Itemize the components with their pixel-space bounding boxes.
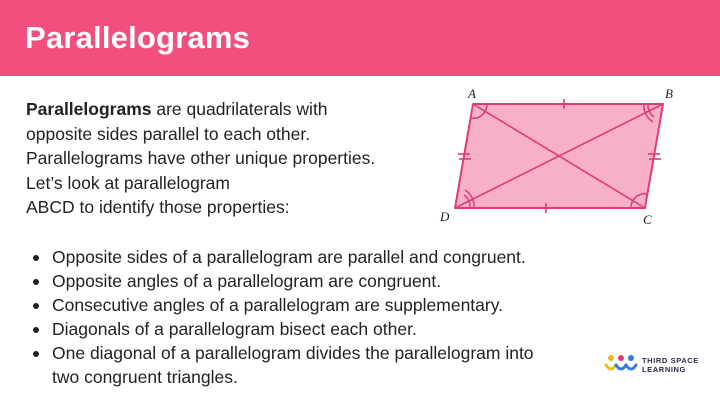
logo-mark-icon (604, 353, 638, 377)
intro-paragraph (26, 97, 426, 220)
intro-bold-term: Parallelograms (26, 99, 152, 119)
intro-line-1-rest: are quadrilaterals with (151, 99, 328, 119)
parallelogram-diagram (436, 84, 696, 230)
properties-list (30, 245, 620, 389)
property-item-line-2: two congruent triangles. (52, 367, 238, 387)
vertex-label-b: B (665, 86, 673, 101)
property-item: Diagonals of a parallelogram bisect each other. (30, 317, 620, 341)
vertex-label-d: D (440, 209, 450, 224)
property-item: Opposite sides of a parallelogram are parallel and congruent. (30, 245, 620, 269)
intro-line-1 (26, 97, 426, 122)
property-item: Consecutive angles of a parallelogram are supplementary. (30, 293, 620, 317)
intro-line-5: ABCD to identify those properties: (26, 197, 290, 217)
vertex-label-c: C (643, 212, 652, 227)
property-item-line-1: One diagonal of a parallelogram divides the parallelogram into (52, 343, 534, 363)
logo-line-2: LEARNING (642, 365, 686, 374)
title-banner (0, 0, 720, 76)
intro-line-3: Parallelograms have other unique properties. (26, 148, 376, 168)
logo-line-1: THIRD SPACE (642, 356, 699, 365)
third-space-learning-logo (604, 351, 704, 379)
property-item: Opposite angles of a parallelogram are congruent. (30, 269, 620, 293)
page-title: Parallelograms (25, 20, 251, 55)
intro-line-4: Let’s look at parallelogram (26, 172, 230, 193)
property-item (30, 341, 620, 389)
logo-wordmark (642, 356, 699, 374)
intro-line-2: opposite sides parallel to each other. (26, 123, 311, 144)
vertex-label-a: A (468, 86, 476, 101)
